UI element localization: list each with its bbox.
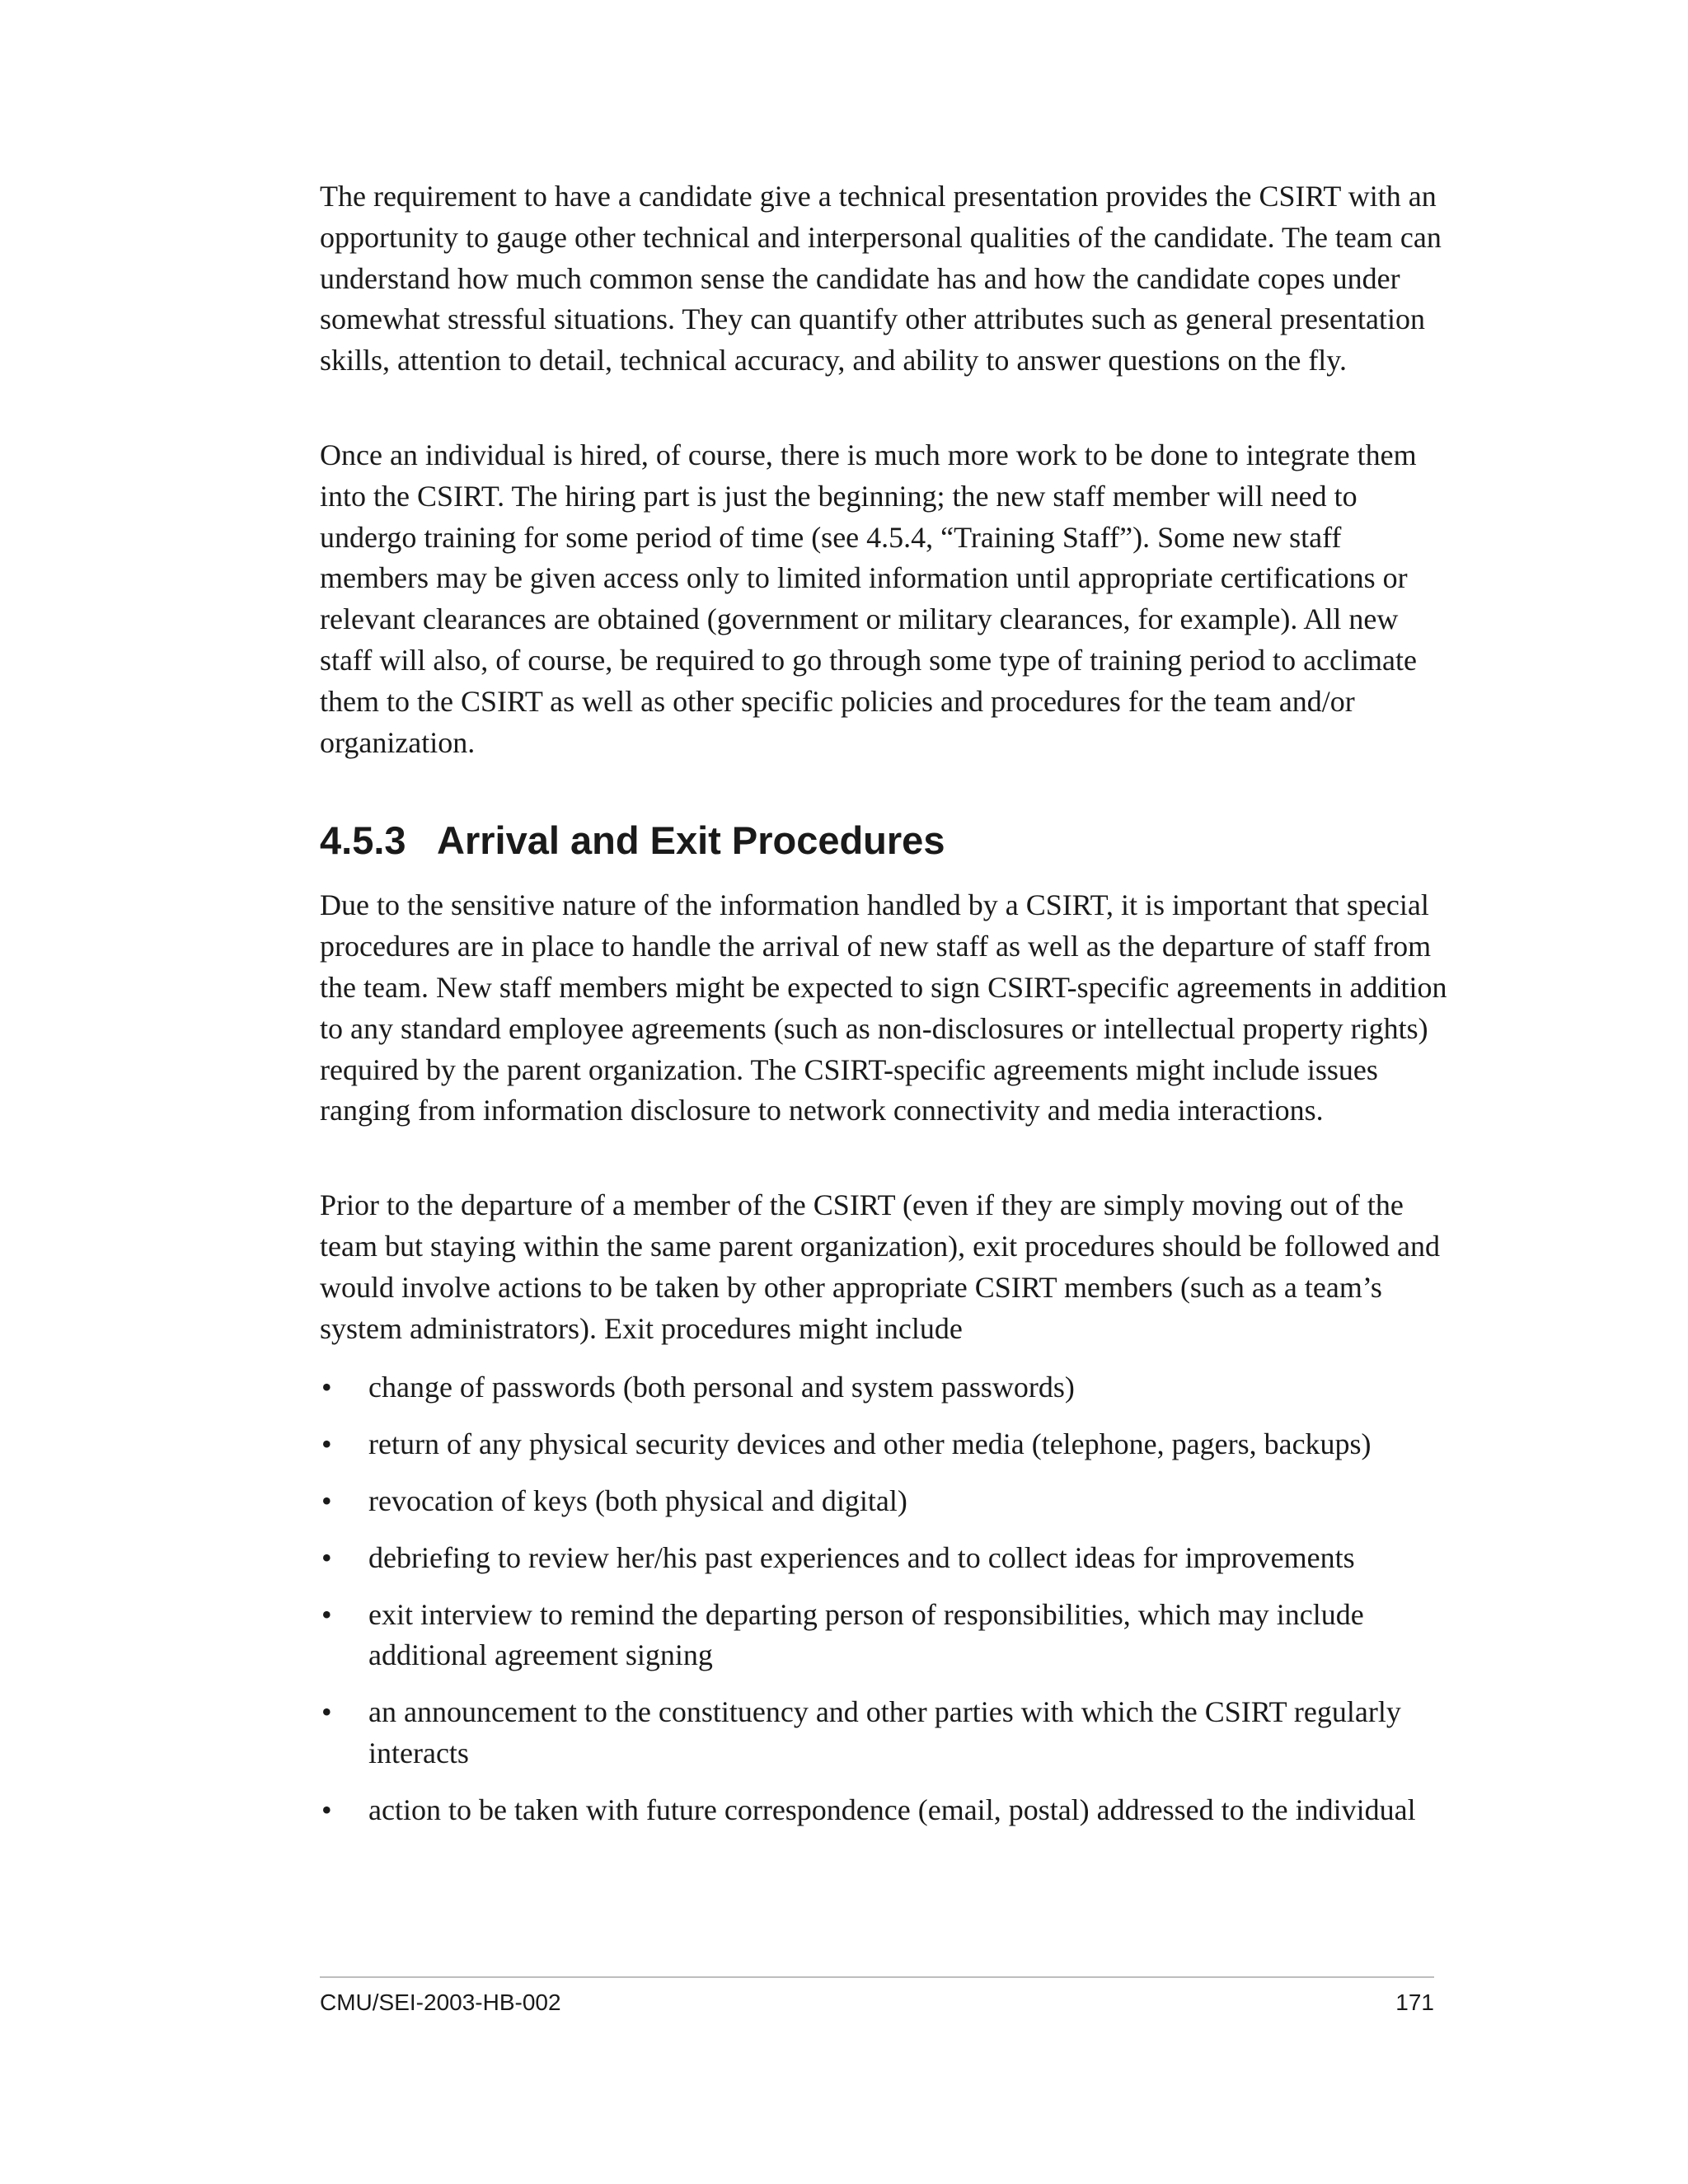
bullet-icon: • [321,1793,332,1826]
footer-divider [320,1976,1434,1978]
paragraph-hiring: Once an individual is hired, of course, there is much more work to be done to integrate them into the CSIRT. The hiring part is just the beginning; the new staff member will need to undergo training for some period of time (see 4.5.4, “Training Staff”). Some new staff members may be given access only to limited information until appropriate certifications or relevant clearances are obtained (government or military clearances, for example). All new staff will also, of course, be required to go through some type of training period to acclimate them to the CSIRT as well as other specific policies and procedures for the team and/or organization. [320,438,1417,759]
list-item-text: change of passwords (both personal and system passwords) [368,1371,1075,1404]
bullet-icon: • [321,1371,332,1404]
bullet-icon: • [321,1597,332,1631]
list-item [320,1790,1449,1831]
list-item [320,1538,1449,1579]
paragraph-arrival: Due to the sensitive nature of the information handled by a CSIRT, it is important that special procedures are in place to handle the arrival of new staff as well as the departure of staff from the team. New staff members might be expected to sign CSIRT-specific agreements in addition to any standard employee agreements (such as non-disclosures or intellectual property rights) required by the parent organization. The CSIRT-specific agreements might include issues ranging from information disclosure to network connectivity and media interactions. [320,888,1447,1127]
section-heading [320,818,1449,864]
section-number: 4.5.3 [320,818,406,863]
list-item [320,1692,1449,1774]
list-item-text: an announcement to the constituency and other parties with which the CSIRT regularly interacts [368,1695,1401,1769]
page-body [320,176,1449,1847]
list-item-text: exit interview to remind the departing person of responsibilities, which may include additional agreement signing [368,1597,1364,1672]
exit-procedures-list [320,1367,1449,1830]
bullet-icon: • [321,1540,332,1574]
list-item-text: debriefing to review her/his past experiences and to collect ideas for improvements [368,1540,1355,1574]
page-footer [320,1988,1434,2018]
list-item [320,1481,1449,1522]
bullet-icon: • [321,1695,332,1729]
document-id: CMU/SEI-2003-HB-002 [320,1990,561,2015]
page-number: 171 [1395,1990,1434,2015]
bullet-icon: • [321,1427,332,1461]
section-title: Arrival and Exit Procedures [437,818,945,863]
paragraph-exit: Prior to the departure of a member of the CSIRT (even if they are simply moving out of the team but staying within the same parent organization), exit procedures should be followed and would involve actions to be taken by other appropriate CSIRT members (such as a team’s system administrators). Exit procedures might include [320,1188,1440,1345]
bullet-icon: • [321,1483,332,1517]
list-item [320,1595,1449,1677]
list-item-text: return of any physical security devices and other media (telephone, pagers, backups) [368,1427,1372,1461]
list-item [320,1424,1449,1465]
list-item-text: revocation of keys (both physical and digital) [368,1483,907,1517]
list-item [320,1367,1449,1408]
paragraph-presentation: The requirement to have a candidate give a technical presentation provides the CSIRT with an opportunity to gauge other technical and interpersonal qualities of the candidate. The team can understand how much common sense the candidate has and how the candidate copes under somewhat stressful situations. They can quantify other attributes such as general presentation skills, attention to detail, technical accuracy, and ability to answer questions on the fly. [320,180,1442,377]
list-item-text: action to be taken with future correspondence (email, postal) addressed to the individual [368,1793,1416,1826]
